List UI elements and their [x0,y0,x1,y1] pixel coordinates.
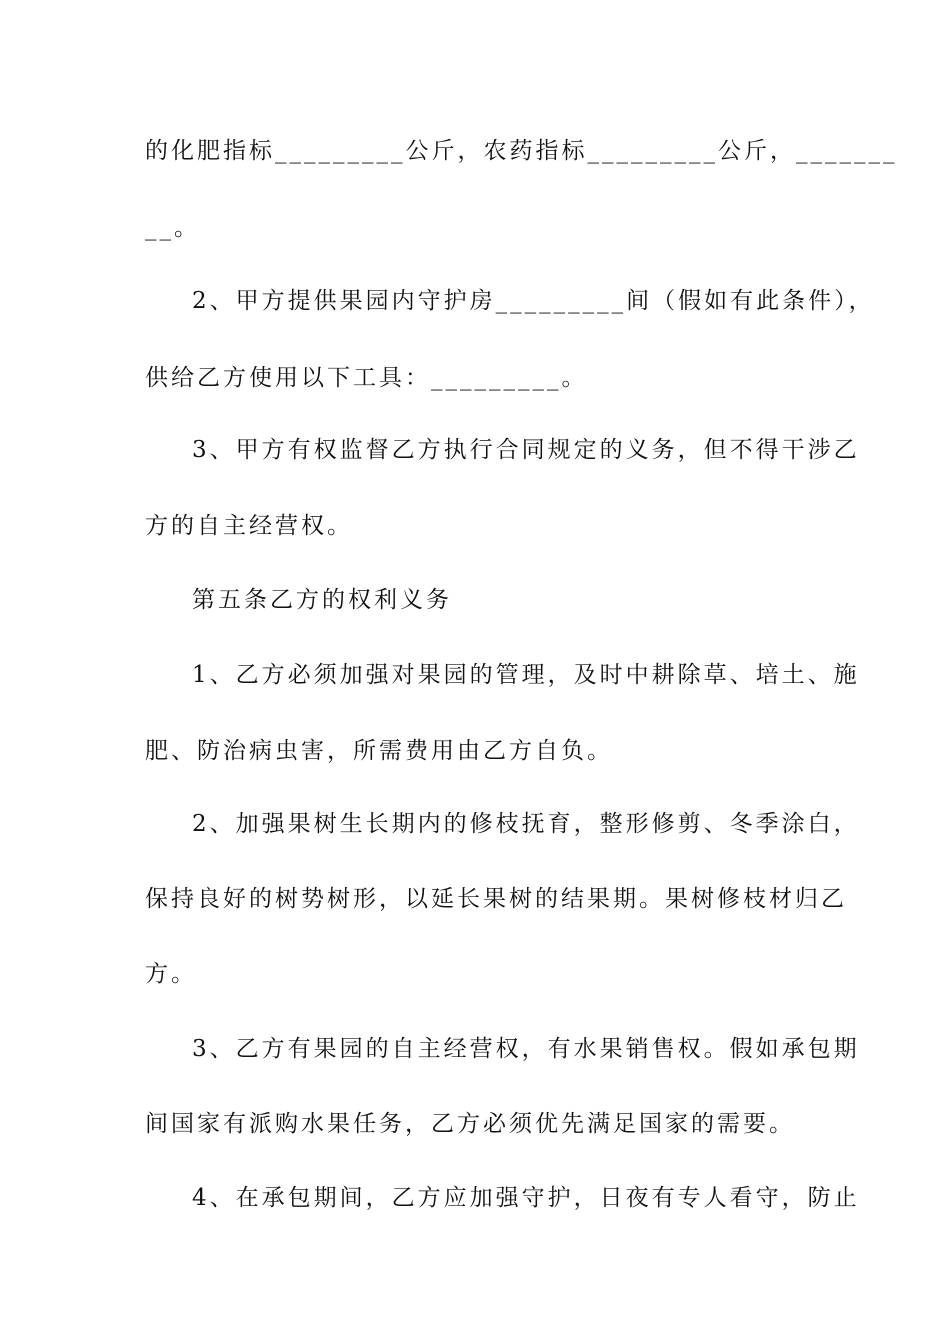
text-line: 方的自主经营权。 [145,513,353,539]
text-line: 3、乙方有果园的自主经营权，有水果销售权。假如承包期 [192,1036,860,1062]
text-line: 的化肥指标_________公斤，农药指标_________公斤，_______ [145,138,898,164]
text-line: 2、加强果树生长期内的修枝抚育，整形修剪、冬季涂白， [192,811,860,837]
text-line: 保持良好的树势树形，以延长果树的结果期。果树修枝材归乙 [145,886,847,912]
text-line: 间国家有派购水果任务，乙方必须优先满足国家的需要。 [145,1111,795,1137]
text-line: __。 [145,215,200,241]
text-line: 2、甲方提供果园内守护房_________间（假如有此条件）， [192,288,875,314]
text-line: 4、在承包期间，乙方应加强守护，日夜有专人看守，防止 [192,1185,860,1211]
text-line: 肥、防治病虫害，所需费用由乙方自负。 [145,738,613,764]
text-line: 3、甲方有权监督乙方执行合同规定的义务，但不得干涉乙 [192,437,860,463]
text-line: 供给乙方使用以下工具：_________。 [145,365,588,391]
text-line: 方。 [145,961,197,987]
text-line: 1、乙方必须加强对果园的管理，及时中耕除草、培土、施 [192,662,860,688]
section-heading: 第五条乙方的权利义务 [192,587,452,613]
